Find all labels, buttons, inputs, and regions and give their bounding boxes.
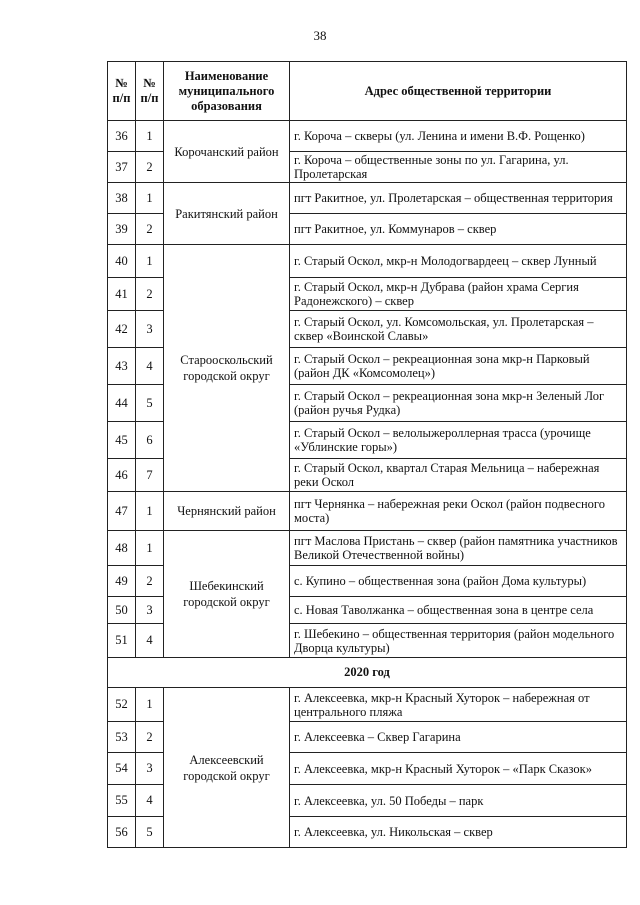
row-number: 49 (108, 566, 136, 597)
row-sub-number: 1 (136, 531, 164, 566)
header-address: Адрес общественной территории (290, 62, 627, 121)
row-number: 55 (108, 785, 136, 817)
municipality-name: Ракитянский район (164, 183, 290, 245)
row-sub-number: 3 (136, 311, 164, 348)
row-sub-number: 1 (136, 183, 164, 214)
row-number: 56 (108, 817, 136, 848)
row-number: 40 (108, 245, 136, 278)
municipality-name: Алексеевский городской округ (164, 688, 290, 848)
territory-address: г. Алексеевка, ул. 50 Победы – парк (290, 785, 627, 817)
territory-address: г. Старый Оскол, мкр-н Молодогвардеец – сквер Лунный (290, 245, 627, 278)
territory-address: пгт Маслова Пристань – сквер (район памятника участников Великой Отечественной войны) (290, 531, 627, 566)
territory-address: пгт Ракитное, ул. Пролетарская – общественная территория (290, 183, 627, 214)
territory-address: г. Короча – общественные зоны по ул. Гагарина, ул. Пролетарская (290, 152, 627, 183)
table-row (108, 121, 627, 152)
table-row (108, 531, 627, 566)
municipality-name: Корочанский район (164, 121, 290, 183)
table-body-b (108, 688, 627, 848)
row-sub-number: 1 (136, 121, 164, 152)
row-sub-number: 6 (136, 422, 164, 459)
municipality-name: Шебекинский городской округ (164, 531, 290, 658)
row-number: 50 (108, 597, 136, 624)
header-row (108, 62, 627, 121)
table-row (108, 688, 627, 722)
row-sub-number: 4 (136, 624, 164, 658)
territory-address: г. Алексеевка, мкр-н Красный Хуторок – набережная от центрального пляжа (290, 688, 627, 722)
row-sub-number: 5 (136, 385, 164, 422)
row-number: 44 (108, 385, 136, 422)
row-number: 41 (108, 278, 136, 311)
row-number: 48 (108, 531, 136, 566)
municipality-name: Чернянский район (164, 492, 290, 531)
row-number: 51 (108, 624, 136, 658)
row-number: 42 (108, 311, 136, 348)
territory-address: г. Старый Оскол, мкр-н Дубрава (район храма Сергия Радонежского) – сквер (290, 278, 627, 311)
header-municipality: Наименование муниципального образования (164, 62, 290, 121)
row-number: 37 (108, 152, 136, 183)
territory-address: с. Купино – общественная зона (район Дома культуры) (290, 566, 627, 597)
row-sub-number: 7 (136, 459, 164, 492)
row-sub-number: 2 (136, 278, 164, 311)
row-sub-number: 4 (136, 348, 164, 385)
territory-address: г. Короча – скверы (ул. Ленина и имени В.Ф. Рощенко) (290, 121, 627, 152)
territory-address: г. Алексеевка, мкр-н Красный Хуторок – «Парк Сказок» (290, 753, 627, 785)
year-label: 2020 год (108, 658, 627, 688)
row-number: 46 (108, 459, 136, 492)
page-number: 38 (313, 28, 327, 43)
territory-address: пгт Ракитное, ул. Коммунаров – сквер (290, 214, 627, 245)
row-sub-number: 1 (136, 688, 164, 722)
territories-table (107, 61, 627, 848)
row-sub-number: 2 (136, 152, 164, 183)
row-number: 38 (108, 183, 136, 214)
row-sub-number: 2 (136, 566, 164, 597)
row-sub-number: 1 (136, 492, 164, 531)
territory-address: г. Шебекино – общественная территория (район модельного Дворца культуры) (290, 624, 627, 658)
row-sub-number: 2 (136, 214, 164, 245)
municipality-name: Старооскольский городской округ (164, 245, 290, 492)
header-num: № п/п (108, 62, 136, 121)
row-sub-number: 1 (136, 245, 164, 278)
row-sub-number: 3 (136, 753, 164, 785)
territory-address: г. Старый Оскол – велолыжероллерная трасса (урочище «Ублинские горы») (290, 422, 627, 459)
row-number: 52 (108, 688, 136, 722)
row-number: 36 (108, 121, 136, 152)
territory-address: г. Алексеевка – Сквер Гагарина (290, 722, 627, 753)
territory-address: г. Старый Оскол – рекреационная зона мкр-н Зеленый Лог (район ручья Рудка) (290, 385, 627, 422)
row-number: 54 (108, 753, 136, 785)
territory-address: г. Старый Оскол, квартал Старая Мельница – набережная реки Оскол (290, 459, 627, 492)
table-row (108, 245, 627, 278)
territory-address: с. Новая Таволжанка – общественная зона в центре села (290, 597, 627, 624)
year-row (108, 658, 627, 688)
territory-address: пгт Чернянка – набережная реки Оскол (район подвесного моста) (290, 492, 627, 531)
row-sub-number: 3 (136, 597, 164, 624)
territory-address: г. Старый Оскол – рекреационная зона мкр-н Парковый (район ДК «Комсомолец») (290, 348, 627, 385)
header-sub: № п/п (136, 62, 164, 121)
table-row (108, 492, 627, 531)
row-number: 43 (108, 348, 136, 385)
row-number: 47 (108, 492, 136, 531)
row-number: 45 (108, 422, 136, 459)
row-sub-number: 4 (136, 785, 164, 817)
row-sub-number: 2 (136, 722, 164, 753)
table-row (108, 183, 627, 214)
row-number: 39 (108, 214, 136, 245)
row-sub-number: 5 (136, 817, 164, 848)
table-body-a (108, 121, 627, 658)
row-number: 53 (108, 722, 136, 753)
territory-address: г. Алексеевка, ул. Никольская – сквер (290, 817, 627, 848)
territory-address: г. Старый Оскол, ул. Комсомольская, ул. Пролетарская – сквер «Воинской Славы» (290, 311, 627, 348)
